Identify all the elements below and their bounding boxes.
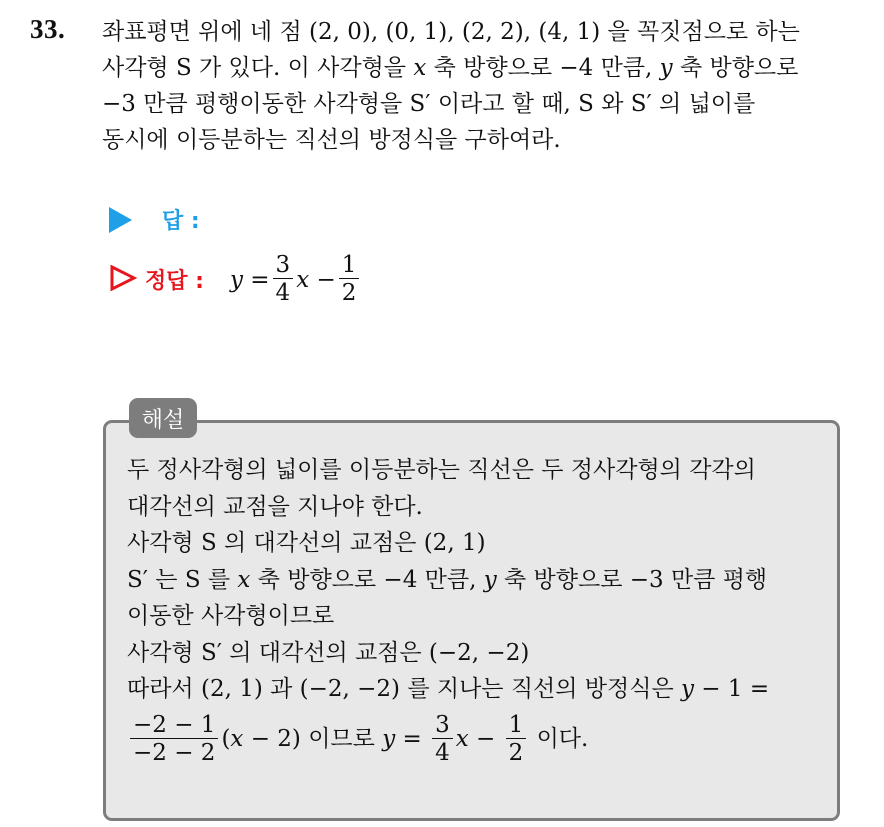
text-segment: 대각선의 교점을 지나야 한다. (127, 493, 423, 520)
text-segment: ( (221, 725, 231, 752)
fraction-three-quarters (432, 712, 453, 767)
explanation-text (127, 452, 827, 767)
math-variable: x (455, 725, 469, 752)
text-segment: − 2) 이므로 (243, 725, 383, 752)
question-text (102, 14, 867, 158)
fraction-denominator: 4 (432, 738, 453, 767)
math-variable: y (483, 566, 497, 593)
text-segment: 축 방향으로 (672, 55, 799, 81)
text-segment: S′ 는 S 를 (127, 566, 238, 593)
play-triangle-icon (109, 207, 132, 233)
fraction-denominator: 4 (273, 278, 294, 307)
text-segment: 사각형 S′ 의 대각선의 교점은 (−2, −2) (127, 639, 530, 666)
explanation-line-5 (127, 598, 827, 635)
question-line-2 (102, 50, 867, 86)
explanation-line-3 (127, 525, 827, 562)
explanation-line-2 (127, 489, 827, 526)
text-segment: 사각형 S 의 대각선의 교점은 (2, 1) (127, 530, 486, 556)
fraction-denominator: 2 (506, 738, 527, 767)
fraction-one-half (506, 712, 527, 767)
text-segment: − 1 = (693, 676, 770, 702)
math-variable: x (237, 566, 251, 593)
math-variable: x (230, 725, 244, 752)
explanation-line-8 (127, 712, 827, 767)
question-line-4 (102, 122, 867, 158)
math-variable: y (680, 676, 694, 702)
fraction-numerator: 1 (341, 252, 357, 278)
correct-answer-row (109, 252, 362, 307)
outline-triangle-icon (109, 265, 137, 295)
equation-lhs: y = (229, 266, 270, 293)
text-segment: 이동한 사각형이므로 (127, 603, 335, 629)
fraction-numerator: 1 (508, 711, 524, 738)
slope-fraction (130, 712, 218, 767)
text-segment: 사각형 S 가 있다. 이 사각형을 (102, 55, 414, 81)
correct-answer-equation (230, 252, 362, 307)
correct-answer-label: 정답 : (145, 269, 204, 294)
answer-row (109, 204, 200, 235)
text-segment: = (395, 725, 430, 752)
explanation-line-7 (127, 671, 827, 708)
explanation-line-4 (127, 562, 827, 599)
explanation-tab: 해설 (129, 398, 197, 438)
fraction-one-half (339, 252, 360, 307)
math-variable: y (382, 725, 396, 752)
text-segment: 축 방향으로 −4 만큼, (250, 566, 484, 593)
fraction-three-quarters (273, 252, 294, 307)
fraction-numerator: 3 (435, 711, 450, 738)
fraction-numerator: −2 − 1 (133, 711, 216, 738)
text-segment: 축 방향으로 −4 만큼, (426, 55, 660, 81)
math-variable: x (413, 55, 427, 81)
text-segment: 동시에 이등분하는 직선의 방정식을 구하여라. (102, 127, 561, 153)
question-line-3 (102, 86, 867, 122)
text-segment: 두 정사각형의 넓이를 이등분하는 직선은 두 정사각형의 각각의 (127, 457, 756, 483)
text-segment: 따라서 (2, 1) 과 (−2, −2) 를 지나는 직선의 방정식은 (127, 676, 681, 702)
explanation-line-6 (127, 635, 827, 672)
question-number: 33. (30, 14, 66, 44)
math-variable: y (659, 55, 673, 81)
fraction-denominator: 2 (339, 278, 360, 307)
explanation-line-1 (127, 452, 827, 489)
question-line-1 (102, 14, 867, 50)
text-segment: 이다. (529, 725, 589, 752)
text-segment: 축 방향으로 −3 만큼 평행 (496, 566, 768, 593)
equation-middle: x − (296, 266, 336, 293)
text-segment: 좌표평면 위에 네 점 (2, 0), (0, 1), (2, 2), (4, 1) 을 꼭짓점으로 하는 (102, 19, 800, 45)
text-segment: − (468, 725, 503, 752)
fraction-denominator: −2 − 2 (130, 738, 218, 767)
answer-label: 답 : (162, 209, 200, 234)
fraction-numerator: 3 (275, 252, 291, 278)
text-segment: −3 만큼 평행이동한 사각형을 S′ 이라고 할 때, S 와 S′ 의 넓이를 (102, 91, 756, 117)
